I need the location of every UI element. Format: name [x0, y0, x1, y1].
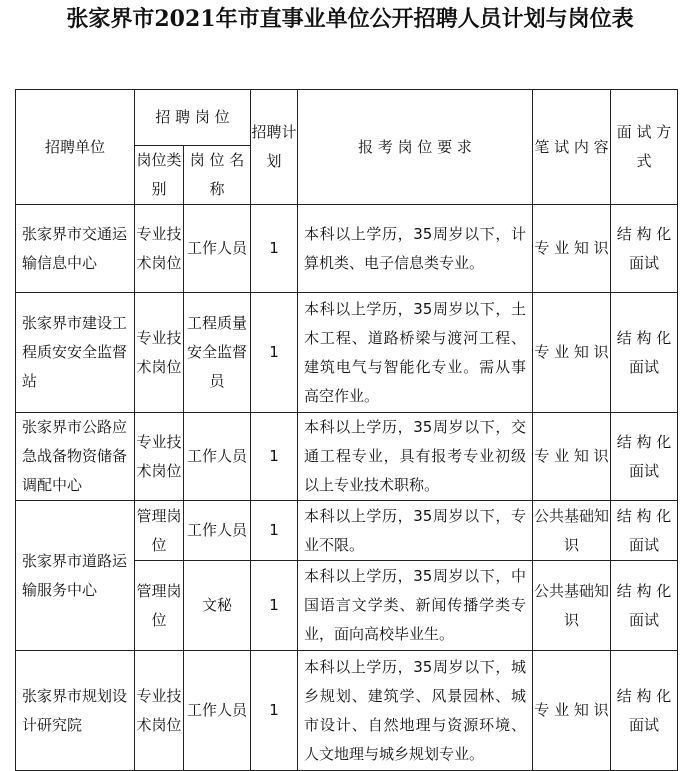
- cell-post-name: 工作人员: [184, 501, 251, 561]
- cell-post-type: 管理岗位: [135, 501, 184, 561]
- cell-requirements: 本科以上学历，35周岁以下，计算机类、电子信息类专业。: [298, 205, 533, 293]
- cell-unit: 张家界市建设工程质安安全监督站: [16, 293, 135, 413]
- recruitment-table: [15, 89, 678, 771]
- cell-post-type: 专业技术岗位: [135, 651, 184, 771]
- cell-interview: 结 构 化面试: [611, 293, 678, 413]
- cell-requirements: 本科以上学历，35周岁以下，城乡规划、建筑学、风景园林、城市设计、自然地理与资源环境、人文地理与城乡规划专业。: [298, 651, 533, 771]
- cell-unit: 张家界市道路运输服务中心: [16, 501, 135, 651]
- cell-interview: 结 构 化面试: [611, 561, 678, 651]
- cell-unit: 张家界市规划设计研究院: [16, 651, 135, 771]
- header-unit: 招聘单位: [16, 90, 135, 205]
- cell-plan: 1: [251, 413, 298, 501]
- cell-post-type: 专业技术岗位: [135, 293, 184, 413]
- cell-exam: 专 业 知 识: [533, 413, 611, 501]
- cell-requirements: 本科以上学历，35周岁以下，土木工程、道路桥梁与渡河工程、建筑电气与智能化专业。需从事高空作业。: [298, 293, 533, 413]
- cell-exam: 公共基础知识: [533, 561, 611, 651]
- cell-interview: 结 构 化面试: [611, 501, 678, 561]
- cell-exam: 公共基础知识: [533, 501, 611, 561]
- cell-exam: 专 业 知 识: [533, 293, 611, 413]
- cell-requirements: 本科以上学历，35周岁以下，中国语言文学类、新闻传播学类专业，面向高校毕业生。: [298, 561, 533, 651]
- cell-post-name: 工程质量安全监督员: [184, 293, 251, 413]
- cell-post-type: 管理岗位: [135, 561, 184, 651]
- header-plan: 招聘计划: [251, 90, 298, 205]
- cell-requirements: 本科以上学历，35周岁以下，交通工程专业，具有报考专业初级以上专业技术职称。: [298, 413, 533, 501]
- header-requirements: 报 考 岗 位 要 求: [298, 90, 533, 205]
- cell-post-name: 工作人员: [184, 413, 251, 501]
- cell-interview: 结 构 化面试: [611, 413, 678, 501]
- cell-post-type: 专业技术岗位: [135, 413, 184, 501]
- header-post-group: 招 聘 岗 位: [135, 90, 251, 146]
- cell-plan: 1: [251, 205, 298, 293]
- cell-plan: 1: [251, 561, 298, 651]
- cell-unit: 张家界市交通运输信息中心: [16, 205, 135, 293]
- document-title: 张家界市2021年市直事业单位公开招聘人员计划与岗位表: [66, 6, 634, 32]
- header-post-type: 岗位类别: [135, 146, 184, 205]
- header-interview: 面 试 方 式: [611, 90, 678, 205]
- cell-interview: 结 构 化面试: [611, 205, 678, 293]
- table-row: [16, 651, 678, 771]
- cell-plan: 1: [251, 293, 298, 413]
- cell-post-type: 专业技术岗位: [135, 205, 184, 293]
- cell-exam: 专 业 知 识: [533, 651, 611, 771]
- table-row: [16, 205, 678, 293]
- header-exam-content: 笔 试 内 容: [533, 90, 611, 205]
- table-row: [16, 413, 678, 501]
- cell-unit: 张家界市公路应急战备物资储备调配中心: [16, 413, 135, 501]
- cell-plan: 1: [251, 651, 298, 771]
- header-post-name: 岗 位 名 称: [184, 146, 251, 205]
- cell-post-name: 工作人员: [184, 651, 251, 771]
- table-row: [16, 293, 678, 413]
- cell-post-name: 文秘: [184, 561, 251, 651]
- cell-exam: 专 业 知 识: [533, 205, 611, 293]
- cell-plan: 1: [251, 501, 298, 561]
- header-row: [16, 90, 678, 146]
- cell-post-name: 工作人员: [184, 205, 251, 293]
- cell-requirements: 本科以上学历，35周岁以下，专业不限。: [298, 501, 533, 561]
- cell-interview: 结 构 化面试: [611, 651, 678, 771]
- table-row: [16, 501, 678, 561]
